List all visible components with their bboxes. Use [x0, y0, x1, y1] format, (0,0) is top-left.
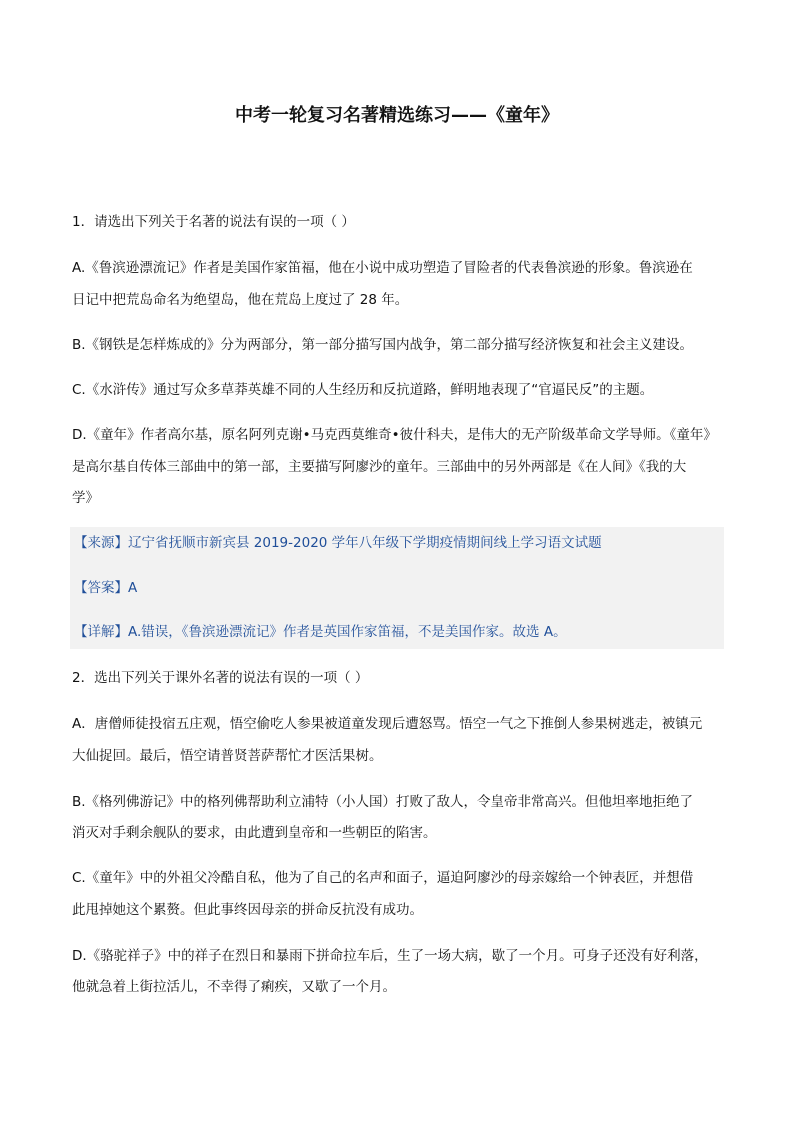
detail-line: [74, 622, 567, 642]
question-2-option-a-line-2: 大仙捉回。最后，悟空请普贤菩萨帮忙才医活果树。: [72, 748, 383, 764]
question-2-option-b-line-2: 消灭对手剩余舰队的要求，由此遭到皇帝和一些朝臣的陷害。: [72, 825, 437, 841]
question-2-option-d-line-1: D.《骆驼祥子》中的祥子在烈日和暴雨下拼命拉车后，生了一场大病，歇了一个月。可身子还没有好利落，: [72, 948, 708, 964]
question-1-stem: 1．请选出下列关于名著的说法有误的一项（ ）: [72, 214, 355, 230]
question-1-option-a-line-2: 日记中把荒岛命名为绝望岛，他在荒岛上度过了 28 年。: [72, 292, 409, 308]
answer-tag: 【答案】: [74, 580, 128, 596]
answer-box: [70, 527, 724, 649]
question-2-option-b-line-1: B.《格列佛游记》中的格列佛帮助利立浦特（小人国）打败了敌人，令皇帝非常高兴。但他坦率地拒绝了: [72, 794, 694, 810]
source-line: [74, 533, 602, 553]
question-1-option-d-line-1: D.《童年》作者高尔基，原名阿列克谢•马克西莫维奇•彼什科夫，是伟大的无产阶级革命文学导师。《童年》: [72, 427, 717, 443]
question-1-option-b: B.《钢铁是怎样炼成的》分为两部分，第一部分描写国内战争，第二部分描写经济恢复和社会主义建设。: [72, 337, 694, 353]
question-2-option-a-line-1: A．唐僧师徒投宿五庄观，悟空偷吃人参果被道童发现后遭怒骂。悟空一气之下推倒人参果树逃走，被镇元: [72, 716, 703, 732]
question-1-option-a-line-1: A.《鲁滨逊漂流记》作者是美国作家笛福，他在小说中成功塑造了冒险者的代表鲁滨逊的形象。鲁滨逊在: [72, 260, 693, 276]
question-2-stem: 2．选出下列关于课外名著的说法有误的一项（ ）: [72, 670, 369, 686]
answer-text: A: [128, 580, 138, 596]
question-1-option-d-line-2: 是高尔基自传体三部曲中的第一部，主要描写阿廖沙的童年。三部曲中的另外两部是《在人间》《我的大: [72, 459, 687, 475]
question-1-option-c: C.《水浒传》通过写众多草莽英雄不同的人生经历和反抗道路，鲜明地表现了“官逼民反”的主题。: [72, 382, 654, 398]
question-2-option-c-line-1: C.《童年》中的外祖父冷酷自私，他为了自己的名声和面子，逼迫阿廖沙的母亲嫁给一个钟表匠，并想借: [72, 870, 694, 886]
detail-text: A.错误，《鲁滨逊漂流记》作者是英国作家笛福，不是美国作家。故选 A。: [128, 624, 567, 640]
answer-line: [74, 578, 137, 598]
question-1-option-d-line-3: 学》: [72, 490, 99, 506]
question-2-option-c-line-2: 此甩掉她这个累赘。但此事终因母亲的拼命反抗没有成功。: [72, 902, 423, 918]
question-2-option-d-line-2: 他就急着上街拉活儿，不幸得了痢疾，又歇了一个月。: [72, 979, 396, 995]
page-title: 中考一轮复习名著精选练习——《童年》: [235, 105, 559, 126]
detail-tag: 【详解】: [74, 624, 128, 640]
source-text: 辽宁省抚顺市新宾县 2019-2020 学年八年级下学期疫情期间线上学习语文试题: [128, 535, 602, 551]
source-tag: 【来源】: [74, 535, 128, 551]
